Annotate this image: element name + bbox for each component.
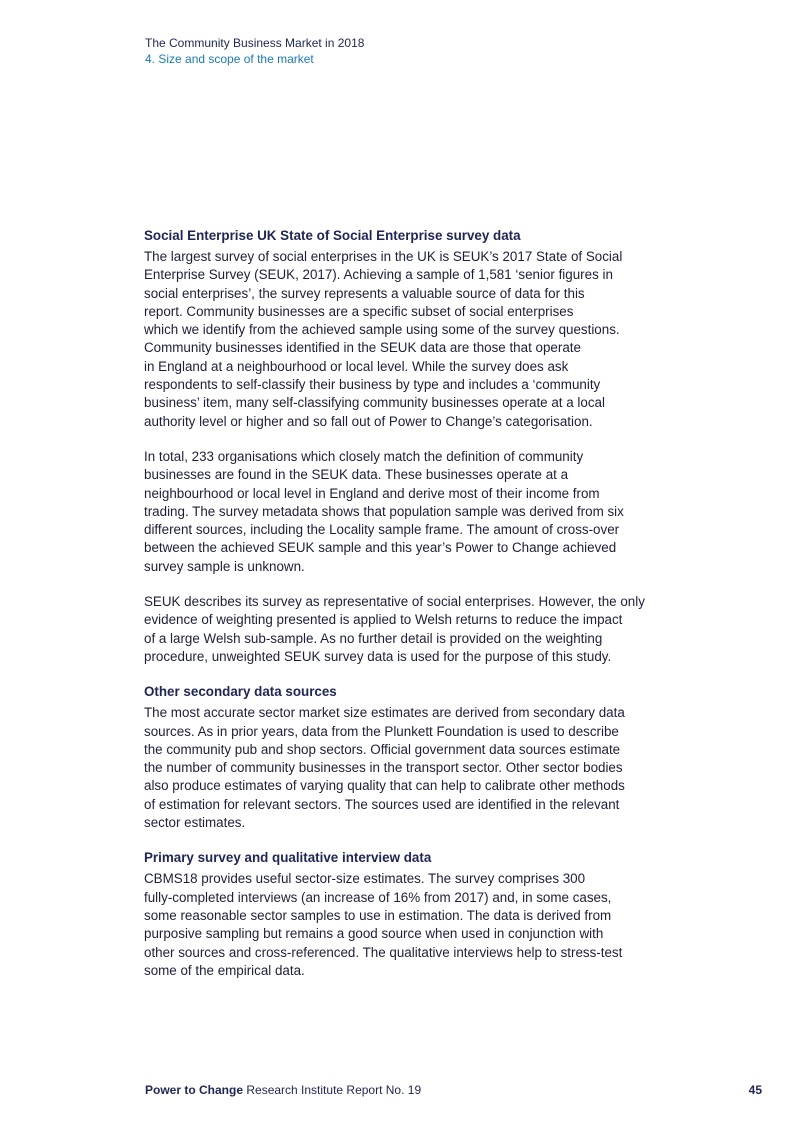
paragraph xyxy=(144,870,684,980)
section-heading: Primary survey and qualitative interview data xyxy=(144,850,432,866)
text-line: In total, 233 organisations which closely match the definition of community xyxy=(144,448,584,464)
text-line: between the achieved SEUK sample and this year’s Power to Change achieved xyxy=(144,540,617,556)
text-line: the community pub and shop sectors. Official government data sources estimate xyxy=(144,741,621,757)
text-line: report. Community businesses are a specific subset of social enterprises xyxy=(144,303,574,319)
paragraph xyxy=(144,248,684,431)
text-line: sector estimates. xyxy=(144,815,246,831)
text-line: other sources and cross-referenced. The qualitative interviews help to stress-test xyxy=(144,944,623,960)
paragraph xyxy=(144,593,684,666)
text-line: some reasonable sector samples to use in estimation. The data is derived from xyxy=(144,907,612,923)
page-number: 45 xyxy=(748,1083,762,1097)
text-line: of estimation for relevant sectors. The sources used are identified in the relevant xyxy=(144,796,620,812)
text-line: Community businesses identified in the SEUK data are those that operate xyxy=(144,340,581,356)
text-line: trading. The survey metadata shows that population sample was derived from six xyxy=(144,503,624,519)
footer-org: Power to Change xyxy=(145,1083,244,1097)
text-line: business’ item, many self-classifying community businesses operate at a local xyxy=(144,395,605,411)
section-seuk xyxy=(144,227,684,666)
section-heading: Other secondary data sources xyxy=(144,684,337,700)
section-title: 4. Size and scope of the market xyxy=(145,52,314,66)
text-line: of a large Welsh sub-sample. As no further detail is provided on the weighting xyxy=(144,630,603,646)
text-line: Enterprise Survey (SEUK, 2017). Achieving a sample of 1,581 ‘senior figures in xyxy=(144,267,613,283)
paragraph xyxy=(144,448,684,576)
text-line: some of the empirical data. xyxy=(144,962,305,978)
document-title: The Community Business Market in 2018 xyxy=(145,36,365,50)
text-line: the number of community businesses in the transport sector. Other sector bodies xyxy=(144,760,623,776)
text-line: neighbourhood or local level in England and derive most of their income from xyxy=(144,485,600,501)
section-secondary-data xyxy=(144,683,684,832)
text-line: social enterprises’, the survey represents a valuable source of data for this xyxy=(144,285,585,301)
text-line: CBMS18 provides useful sector-size estimates. The survey comprises 300 xyxy=(144,871,586,887)
section-primary-survey xyxy=(144,849,684,980)
text-line: which we identify from the achieved sample using some of the survey questions. xyxy=(144,322,620,338)
text-line: sources. As in prior years, data from the Plunkett Foundation is used to describe xyxy=(144,723,619,739)
running-header xyxy=(145,35,364,67)
text-line: authority level or higher and so fall out of Power to Change’s categorisation. xyxy=(144,413,593,429)
text-line: purposive sampling but remains a good source when used in conjunction with xyxy=(144,926,604,942)
text-line: fully-completed interviews (an increase of 16% from 2017) and, in some cases, xyxy=(144,889,612,905)
footer-report: Research Institute Report No. 19 xyxy=(246,1083,422,1097)
text-line: in England at a neighbourhood or local level. While the survey does ask xyxy=(144,358,569,374)
main-content xyxy=(144,227,684,997)
text-line: procedure, unweighted SEUK survey data is used for the purpose of this study. xyxy=(144,648,612,664)
text-line: businesses are found in the SEUK data. These businesses operate at a xyxy=(144,467,569,483)
paragraph xyxy=(144,704,684,832)
text-line: evidence of weighting presented is applied to Welsh returns to reduce the impact xyxy=(144,612,623,628)
text-line: The most accurate sector market size estimates are derived from secondary data xyxy=(144,705,625,721)
text-line: also produce estimates of varying quality that can help to calibrate other methods xyxy=(144,778,625,794)
text-line: different sources, including the Locality sample frame. The amount of cross-over xyxy=(144,522,620,538)
text-line: respondents to self-classify their business by type and includes a ‘community xyxy=(144,377,601,393)
page-footer xyxy=(145,1083,421,1097)
text-line: SEUK describes its survey as representative of social enterprises. However, the only xyxy=(144,594,645,610)
section-heading: Social Enterprise UK State of Social Enterprise survey data xyxy=(144,228,521,243)
text-line: survey sample is unknown. xyxy=(144,558,305,574)
text-line: The largest survey of social enterprises in the UK is SEUK’s 2017 State of Social xyxy=(144,249,623,264)
